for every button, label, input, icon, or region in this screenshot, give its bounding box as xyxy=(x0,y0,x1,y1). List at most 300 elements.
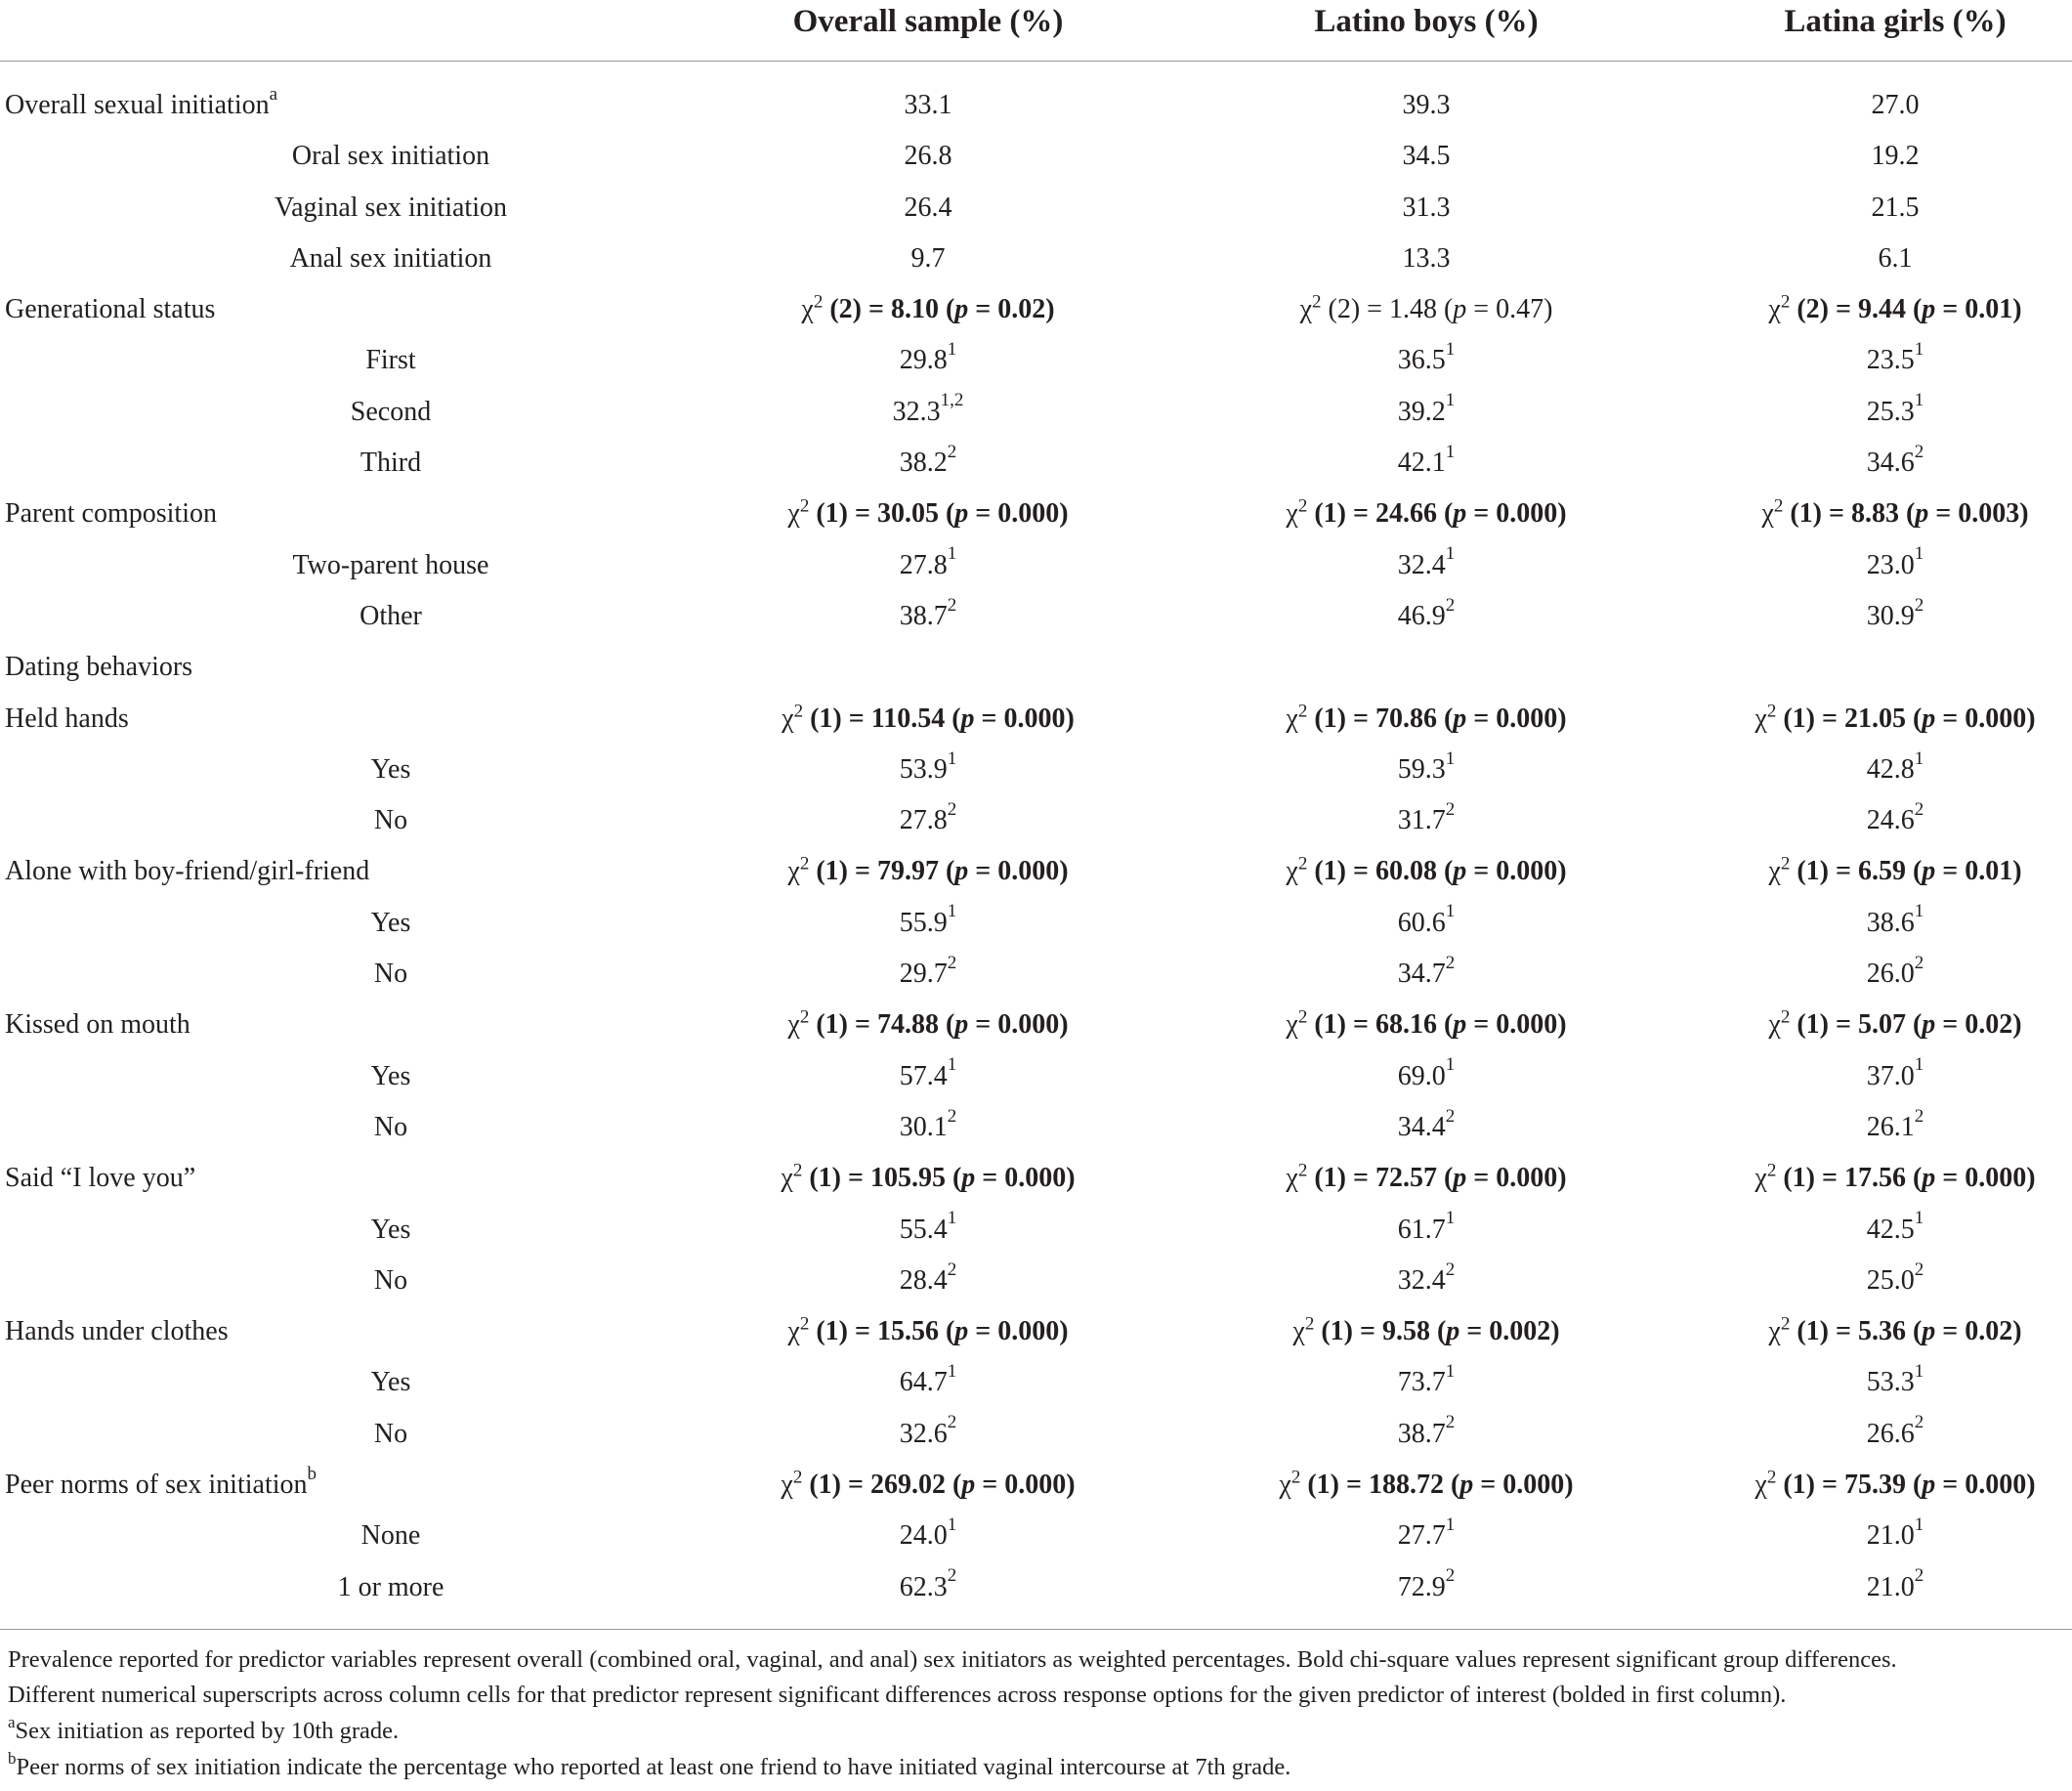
value-boys xyxy=(1221,591,1631,642)
percent-value: 29.8 xyxy=(899,345,948,376)
percent-value: 30.9 xyxy=(1866,600,1915,631)
chi-exponent: 2 xyxy=(1297,854,1308,875)
row-label-text: Other xyxy=(359,600,422,631)
significance-superscript: 1 xyxy=(947,901,957,922)
value-boys xyxy=(1221,183,1631,234)
p-value: 0.000 xyxy=(1496,703,1558,734)
row-label xyxy=(5,1153,195,1204)
value-boys xyxy=(1221,387,1631,438)
chi-exponent: 2 xyxy=(1297,1160,1308,1181)
p-value: 0.000 xyxy=(1496,498,1558,530)
chi-value: 24.66 xyxy=(1374,498,1437,530)
table-row xyxy=(0,335,2072,386)
chi-exponent: 2 xyxy=(799,496,810,518)
percent-value: 53.3 xyxy=(1866,1367,1915,1398)
chi-exponent: 2 xyxy=(792,1467,803,1488)
percent-value: 27.7 xyxy=(1397,1520,1446,1552)
value-boys xyxy=(1221,1511,1631,1561)
chi-exponent: 2 xyxy=(799,1007,810,1029)
significance-superscript: 2 xyxy=(1445,1105,1456,1127)
significance-superscript: 1 xyxy=(1445,1054,1456,1076)
p-value: 0.02 xyxy=(997,294,1046,325)
chi-square-girls: $\chi^2$ (1) = 6.59 (p = 0.01) xyxy=(1768,854,2022,887)
p-symbol: p xyxy=(1922,1470,1936,1501)
significance-superscript: 1 xyxy=(1445,1208,1456,1229)
value-boys xyxy=(1221,1357,1631,1408)
p-symbol: p xyxy=(1453,294,1467,325)
percent-value: 26.1 xyxy=(1866,1111,1915,1142)
significance-superscript: 2 xyxy=(1445,798,1456,820)
row-label-text: Yes xyxy=(370,1060,411,1091)
significance-superscript: 1 xyxy=(1445,390,1456,411)
chi-square-overall: $\chi^2$ (1) = 30.05 (p = 0.000) xyxy=(787,496,1069,530)
row-label xyxy=(5,694,129,745)
row-label xyxy=(5,1306,229,1357)
row-label-text: Second xyxy=(350,396,432,427)
significance-superscript: 1,2 xyxy=(940,390,964,411)
percent-value: 36.5 xyxy=(1397,345,1446,376)
value-boys xyxy=(1221,1102,1631,1153)
degrees-of-freedom: (1) xyxy=(809,1163,841,1194)
degrees-of-freedom: (1) xyxy=(1797,856,1829,887)
p-symbol: p xyxy=(1453,856,1467,887)
row-sublabel xyxy=(239,1205,542,1256)
percent-value: 62.3 xyxy=(899,1571,948,1602)
percent-value: 64.7 xyxy=(899,1367,948,1398)
row-label-text: No xyxy=(373,805,408,836)
value-overall xyxy=(713,540,1143,591)
percent-value: 42.1 xyxy=(1397,448,1446,479)
p-value: 0.000 xyxy=(997,1009,1060,1041)
p-symbol: p xyxy=(1922,294,1936,325)
chi-value: 72.57 xyxy=(1374,1163,1437,1194)
chi-square-overall: $\chi^2$ (1) = 110.54 (p = 0.000) xyxy=(782,701,1075,734)
p-symbol: p xyxy=(954,1009,969,1041)
footnote-a-text: Sex initiation as reported by 10th grade. xyxy=(15,1718,400,1744)
top-rule xyxy=(0,61,2072,62)
chi-exponent: 2 xyxy=(1304,1313,1315,1335)
chi-value: 79.97 xyxy=(876,856,939,887)
row-label-text: No xyxy=(373,1264,408,1296)
table-row xyxy=(0,1153,2072,1204)
significance-superscript: 2 xyxy=(1914,441,1924,462)
significance-superscript: 2 xyxy=(1914,1412,1924,1433)
chi-symbol: χ xyxy=(1761,498,1774,530)
row-label-text: Yes xyxy=(370,907,411,938)
percent-value: 25.0 xyxy=(1866,1264,1915,1296)
chi-symbol: χ xyxy=(781,1470,793,1501)
chi-symbol: χ xyxy=(782,703,794,734)
p-value: 0.01 xyxy=(1965,294,2013,325)
row-sublabel xyxy=(239,949,542,1000)
p-symbol: p xyxy=(1922,1163,1936,1194)
chi-square-girls: $\chi^2$ (1) = 5.36 (p = 0.02) xyxy=(1768,1313,2022,1347)
footnote-a-mark: a xyxy=(8,1712,16,1731)
value-boys xyxy=(1221,795,1631,846)
p-symbol: p xyxy=(961,1163,976,1194)
percent-value: 57.4 xyxy=(899,1060,948,1091)
value-boys xyxy=(1221,1562,1631,1613)
percent-value: 6.1 xyxy=(1878,242,1913,274)
value-overall xyxy=(713,131,1143,182)
table-row xyxy=(0,1102,2072,1153)
value-overall xyxy=(713,80,1143,131)
degrees-of-freedom: (2) xyxy=(1328,294,1361,325)
significance-superscript: 1 xyxy=(1445,1514,1456,1535)
significance-superscript: 1 xyxy=(1914,901,1924,922)
chi-value: 75.39 xyxy=(1843,1470,1906,1501)
chi-symbol: χ xyxy=(801,294,814,325)
percent-value: 69.0 xyxy=(1397,1060,1446,1091)
chi-exponent: 2 xyxy=(793,701,804,722)
row-label xyxy=(5,642,192,693)
value-boys xyxy=(1221,1256,1631,1306)
chi-square-overall: $\chi^2$ (2) = 8.10 (p = 0.02) xyxy=(801,291,1055,325)
percent-value: 21.0 xyxy=(1866,1520,1915,1552)
p-value: 0.000 xyxy=(1496,1009,1558,1041)
value-girls xyxy=(1719,387,2071,438)
row-label-text: Said “I love you” xyxy=(5,1163,196,1194)
significance-superscript: 1 xyxy=(1914,1514,1924,1535)
chi-square-boys: $\chi^2$ (1) = 68.16 (p = 0.000) xyxy=(1286,1007,1567,1041)
chi-symbol: χ xyxy=(1768,1316,1781,1347)
table-row xyxy=(0,591,2072,642)
row-sublabel xyxy=(239,1511,542,1561)
chi-exponent: 2 xyxy=(792,1160,803,1181)
footnote-marker: a xyxy=(269,83,278,105)
chi-symbol: χ xyxy=(787,856,800,887)
percent-value: 59.3 xyxy=(1397,753,1446,785)
p-symbol: p xyxy=(1922,1316,1936,1347)
percent-value: 34.5 xyxy=(1402,141,1451,172)
p-symbol: p xyxy=(1453,498,1467,530)
chi-value: 9.58 xyxy=(1381,1316,1430,1347)
percent-value: 34.7 xyxy=(1397,959,1446,990)
chi-square-overall: $\chi^2$ (1) = 105.95 (p = 0.000) xyxy=(781,1160,1076,1194)
significance-superscript: 1 xyxy=(1445,747,1456,769)
row-label-text: None xyxy=(360,1520,421,1552)
row-sublabel xyxy=(239,1409,542,1460)
significance-superscript: 1 xyxy=(947,339,957,361)
significance-superscript: 1 xyxy=(1445,901,1456,922)
percent-value: 38.2 xyxy=(899,448,948,479)
row-sublabel xyxy=(239,387,542,438)
chi-square-girls: $\chi^2$ (1) = 17.56 (p = 0.000) xyxy=(1755,1160,2036,1194)
table-row xyxy=(0,1562,2072,1613)
significance-superscript: 1 xyxy=(1914,390,1924,411)
p-symbol: p xyxy=(1459,1470,1474,1501)
significance-superscript: 1 xyxy=(1445,1361,1456,1383)
chi-symbol: χ xyxy=(1286,703,1298,734)
value-girls xyxy=(1719,1256,2071,1306)
degrees-of-freedom: (1) xyxy=(816,1316,848,1347)
chi-value: 9.44 xyxy=(1857,294,1906,325)
percent-value: 32.6 xyxy=(899,1418,948,1449)
value-girls xyxy=(1719,335,2071,386)
chi-value: 188.72 xyxy=(1368,1470,1444,1501)
percent-value: 25.3 xyxy=(1866,396,1915,427)
degrees-of-freedom: (1) xyxy=(1314,703,1346,734)
chi-symbol: χ xyxy=(781,1163,793,1194)
value-girls xyxy=(1719,183,2071,234)
value-overall xyxy=(713,591,1143,642)
value-girls xyxy=(1719,1562,2071,1613)
value-overall xyxy=(713,234,1143,284)
p-symbol: p xyxy=(1922,856,1936,887)
p-symbol: p xyxy=(1915,498,1929,530)
percent-value: 38.7 xyxy=(899,600,948,631)
degrees-of-freedom: (1) xyxy=(1314,498,1346,530)
degrees-of-freedom: (1) xyxy=(1314,1163,1346,1194)
chi-value: 17.56 xyxy=(1843,1163,1906,1194)
p-value: 0.000 xyxy=(1965,1163,2027,1194)
value-boys xyxy=(1221,1205,1631,1256)
chi-square-boys: $\chi^2$ (1) = 72.57 (p = 0.000) xyxy=(1286,1160,1567,1194)
percent-value: 37.0 xyxy=(1866,1060,1915,1091)
percent-value: 46.9 xyxy=(1397,600,1446,631)
bottom-rule xyxy=(0,1629,2072,1630)
value-boys xyxy=(1221,80,1631,131)
chi-exponent: 2 xyxy=(1290,1467,1301,1488)
chi-value: 68.16 xyxy=(1374,1009,1437,1041)
value-boys xyxy=(1221,234,1631,284)
degrees-of-freedom: (1) xyxy=(810,703,842,734)
chi-symbol: χ xyxy=(1768,1009,1781,1041)
chi-exponent: 2 xyxy=(1312,291,1322,313)
p-value: 0.000 xyxy=(997,498,1060,530)
chi-symbol: χ xyxy=(1755,1163,1767,1194)
value-girls xyxy=(1719,80,2071,131)
chi-square-overall: $\chi^2$ (1) = 74.88 (p = 0.000) xyxy=(787,1007,1069,1041)
degrees-of-freedom: (1) xyxy=(809,1470,841,1501)
value-overall xyxy=(713,1102,1143,1153)
degrees-of-freedom: (1) xyxy=(1797,1316,1829,1347)
percent-value: 21.5 xyxy=(1871,192,1920,223)
footnote-b xyxy=(8,1748,2064,1783)
value-girls xyxy=(1719,234,2071,284)
value-overall xyxy=(713,335,1143,386)
p-symbol: p xyxy=(960,703,975,734)
significance-superscript: 1 xyxy=(1445,339,1456,361)
value-boys xyxy=(1221,131,1631,182)
chi-value: 70.86 xyxy=(1374,703,1437,734)
degrees-of-freedom: (1) xyxy=(1321,1316,1353,1347)
value-overall xyxy=(713,1357,1143,1408)
p-value: 0.000 xyxy=(1003,703,1066,734)
percent-value: 31.3 xyxy=(1402,192,1451,223)
percent-value: 34.4 xyxy=(1397,1111,1446,1142)
row-label-text: Yes xyxy=(370,1214,411,1245)
percent-value: 32.4 xyxy=(1397,549,1446,580)
p-symbol: p xyxy=(954,294,969,325)
table-row xyxy=(0,131,2072,182)
row-label-text: Yes xyxy=(370,1367,411,1398)
value-overall xyxy=(713,1409,1143,1460)
p-symbol: p xyxy=(954,1316,969,1347)
footnote-general-2: Different numerical superscripts across column cells for that predictor represent significant differences across response options for the given predictor of interest (bolded in first column). xyxy=(8,1682,1787,1708)
chi-symbol: χ xyxy=(1755,1470,1767,1501)
chi-value: 269.02 xyxy=(869,1470,946,1501)
percent-value: 27.0 xyxy=(1871,90,1920,120)
table-row xyxy=(0,1205,2072,1256)
chi-value: 105.95 xyxy=(869,1163,946,1194)
row-sublabel xyxy=(239,1102,542,1153)
chi-symbol: χ xyxy=(1279,1470,1291,1501)
table-row xyxy=(0,795,2072,846)
p-value: 0.000 xyxy=(1004,1470,1067,1501)
table-row xyxy=(0,898,2072,949)
table-row xyxy=(0,387,2072,438)
degrees-of-freedom: (1) xyxy=(1314,1009,1346,1041)
value-girls xyxy=(1719,438,2071,489)
chi-exponent: 2 xyxy=(799,854,810,875)
table-row xyxy=(0,1511,2072,1561)
chi-symbol: χ xyxy=(1286,1163,1298,1194)
value-overall xyxy=(713,1205,1143,1256)
row-label-text: 1 or more xyxy=(337,1571,444,1602)
value-girls xyxy=(1719,1051,2071,1102)
percent-value: 23.5 xyxy=(1866,345,1915,376)
percent-value: 27.8 xyxy=(899,805,948,836)
p-symbol: p xyxy=(1453,703,1467,734)
chi-value: 110.54 xyxy=(870,703,946,734)
percent-value: 39.3 xyxy=(1402,90,1451,120)
percent-value: 9.7 xyxy=(910,242,946,274)
degrees-of-freedom: (1) xyxy=(816,498,848,530)
percent-value: 26.0 xyxy=(1866,959,1915,990)
degrees-of-freedom: (1) xyxy=(1314,856,1346,887)
chi-exponent: 2 xyxy=(1297,701,1308,722)
footnote-b-mark: b xyxy=(8,1748,17,1768)
row-label-text: No xyxy=(373,959,408,990)
p-symbol: p xyxy=(1922,1009,1936,1041)
chi-symbol: χ xyxy=(1768,856,1781,887)
percent-value: 42.5 xyxy=(1866,1214,1915,1245)
percent-value: 53.9 xyxy=(899,753,948,785)
significance-superscript: 1 xyxy=(1914,1361,1924,1383)
percent-value: 60.6 xyxy=(1397,907,1446,938)
row-sublabel xyxy=(239,1562,542,1613)
p-value: 0.003 xyxy=(1958,498,2020,530)
row-sublabel xyxy=(239,745,542,795)
chi-exponent: 2 xyxy=(1780,1007,1791,1029)
chi-value: 30.05 xyxy=(876,498,939,530)
footnote-marker: b xyxy=(307,1463,317,1484)
chi-symbol: χ xyxy=(1286,498,1298,530)
value-overall xyxy=(713,183,1143,234)
percent-value: 26.8 xyxy=(904,141,952,172)
row-sublabel xyxy=(239,438,542,489)
significance-superscript: 2 xyxy=(1914,952,1924,973)
p-value: 0.000 xyxy=(997,1316,1060,1347)
table-row xyxy=(0,80,2072,131)
value-overall xyxy=(713,1562,1143,1613)
chi-exponent: 2 xyxy=(1780,291,1791,313)
chi-square-boys: $\chi^2$ (2) = 1.48 (p = 0.47) xyxy=(1299,291,1553,325)
value-girls xyxy=(1719,949,2071,1000)
significance-superscript: 1 xyxy=(1914,1208,1924,1229)
percent-value: 13.3 xyxy=(1402,242,1451,274)
percent-value: 27.8 xyxy=(899,549,948,580)
row-label-text: Overall sexual initiation xyxy=(5,90,270,120)
value-girls xyxy=(1719,795,2071,846)
row-label-text: Kissed on mouth xyxy=(5,1009,190,1041)
degrees-of-freedom: (2) xyxy=(829,294,862,325)
significance-superscript: 1 xyxy=(1914,1054,1924,1076)
table-row xyxy=(0,1051,2072,1102)
row-sublabel xyxy=(239,335,542,386)
table-row xyxy=(0,1000,2072,1050)
row-sublabel xyxy=(239,1051,542,1102)
chi-exponent: 2 xyxy=(1773,496,1784,518)
value-boys xyxy=(1221,1409,1631,1460)
row-label-text: Yes xyxy=(370,753,411,785)
value-girls xyxy=(1719,1357,2071,1408)
row-sublabel xyxy=(239,795,542,846)
row-label xyxy=(5,846,369,897)
chi-exponent: 2 xyxy=(1780,854,1791,875)
significance-superscript: 2 xyxy=(1914,1105,1924,1127)
degrees-of-freedom: (1) xyxy=(816,856,848,887)
chi-symbol: χ xyxy=(1286,856,1298,887)
row-label-text: Two-parent house xyxy=(292,549,489,580)
percent-value: 23.0 xyxy=(1866,549,1915,580)
row-sublabel xyxy=(239,183,542,234)
significance-superscript: 2 xyxy=(947,1258,957,1280)
table-row xyxy=(0,183,2072,234)
row-label-text: Anal sex initiation xyxy=(289,242,492,274)
footnote-a xyxy=(8,1712,2064,1747)
chi-value: 21.05 xyxy=(1843,703,1906,734)
significance-superscript: 2 xyxy=(947,441,957,462)
percent-value: 30.1 xyxy=(899,1111,948,1142)
row-label-text: Parent composition xyxy=(5,498,217,530)
p-symbol: p xyxy=(1453,1009,1467,1041)
percent-value: 24.6 xyxy=(1866,805,1915,836)
value-boys xyxy=(1221,949,1631,1000)
chi-exponent: 2 xyxy=(1766,1160,1777,1181)
chi-square-girls: $\chi^2$ (1) = 8.83 (p = 0.003) xyxy=(1761,496,2029,530)
value-overall xyxy=(713,949,1143,1000)
chi-symbol: χ xyxy=(787,498,800,530)
header-latina-girls: Latina girls (%) xyxy=(1784,4,2007,39)
p-value: 0.01 xyxy=(1965,856,2013,887)
chi-square-girls: $\chi^2$ (2) = 9.44 (p = 0.01) xyxy=(1768,291,2022,325)
significance-superscript: 2 xyxy=(1445,594,1456,616)
p-value: 0.02 xyxy=(1965,1316,2013,1347)
p-value: 0.000 xyxy=(1502,1470,1565,1501)
row-label xyxy=(5,1000,190,1050)
row-sublabel xyxy=(239,234,542,284)
p-symbol: p xyxy=(1453,1163,1467,1194)
significance-superscript: 1 xyxy=(1914,339,1924,361)
significance-superscript: 2 xyxy=(1445,1258,1456,1280)
percent-value: 55.4 xyxy=(899,1214,948,1245)
table-row xyxy=(0,1460,2072,1511)
table-row xyxy=(0,642,2072,693)
table-row xyxy=(0,1306,2072,1357)
chi-value: 5.07 xyxy=(1857,1009,1906,1041)
chi-square-boys: $\chi^2$ (1) = 188.72 (p = 0.000) xyxy=(1279,1467,1574,1501)
chi-symbol: χ xyxy=(1299,294,1313,325)
row-label-text: No xyxy=(373,1418,408,1449)
value-girls xyxy=(1719,131,2071,182)
row-label-text: No xyxy=(373,1111,408,1142)
degrees-of-freedom: (1) xyxy=(1783,703,1815,734)
percent-value: 26.4 xyxy=(904,192,952,223)
row-sublabel xyxy=(239,591,542,642)
significance-superscript: 2 xyxy=(1445,1412,1456,1433)
